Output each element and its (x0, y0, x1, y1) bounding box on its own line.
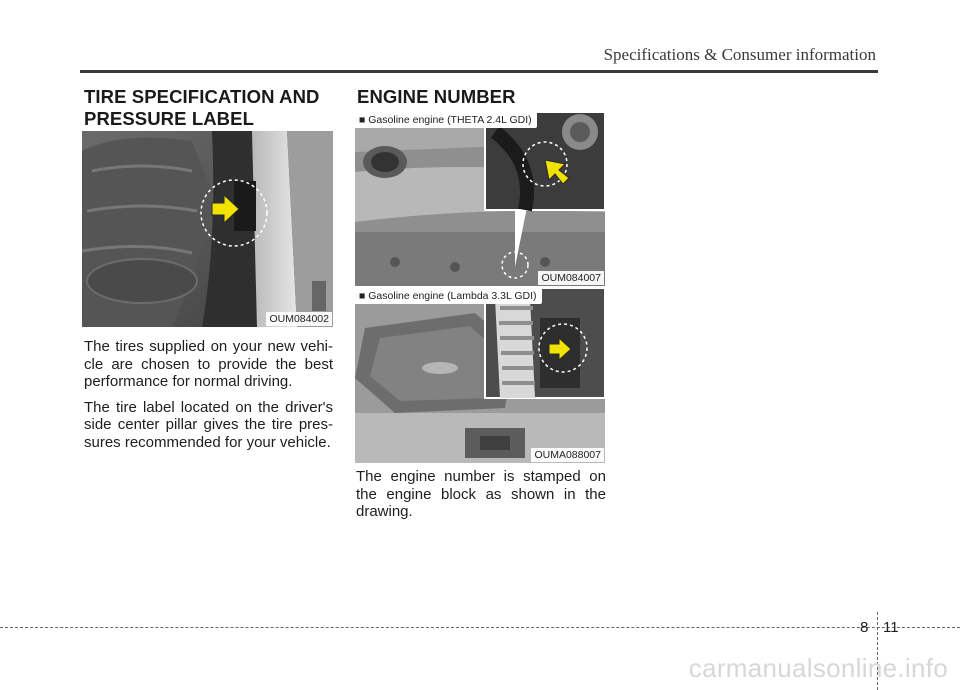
page-number: 11 (883, 619, 899, 636)
tire-heading-line2: PRESSURE LABEL (84, 108, 254, 129)
running-header: Specifications & Consumer information (603, 45, 876, 64)
tire-paragraph-1: The tires supplied on your new vehi-cle are chosen to provide the best performance for normal driving. (84, 338, 333, 390)
engine-section-heading: ENGINE NUMBER (357, 86, 516, 107)
car-seat-door-illustration (82, 131, 333, 327)
engine-description (356, 468, 606, 529)
tire-label-photo (82, 131, 333, 327)
theta-engine-label: ■ Gasoline engine (THETA 2.4L GDI) (355, 112, 537, 128)
tire-paragraph-2: The tire label located on the driver's side center pillar gives the tire pres-sures recommended for your vehicle. (84, 398, 333, 451)
footer-rule (0, 627, 960, 628)
lambda-engine-illustration (355, 288, 605, 463)
tire-description (84, 338, 333, 459)
theta-engine-illustration (355, 112, 605, 286)
lambda-engine-photo (355, 288, 605, 463)
header-rule (80, 70, 878, 73)
lambda-engine-label: ■ Gasoline engine (Lambda 3.3L GDI) (355, 288, 542, 304)
site-watermark: carmanualsonline.info (688, 653, 948, 683)
tire-heading-line1: TIRE SPECIFICATION AND (84, 86, 320, 107)
theta-engine-photo (355, 112, 605, 286)
tire-image-code: OUM084002 (266, 312, 332, 326)
engine-paragraph: The engine number is stamped on the engine block as shown in the drawing. (356, 468, 606, 520)
chapter-number: 8 (860, 619, 869, 636)
lambda-engine-code: OUMA088007 (531, 448, 604, 462)
theta-engine-code: OUM084007 (538, 271, 604, 285)
tire-section-heading (84, 86, 320, 130)
